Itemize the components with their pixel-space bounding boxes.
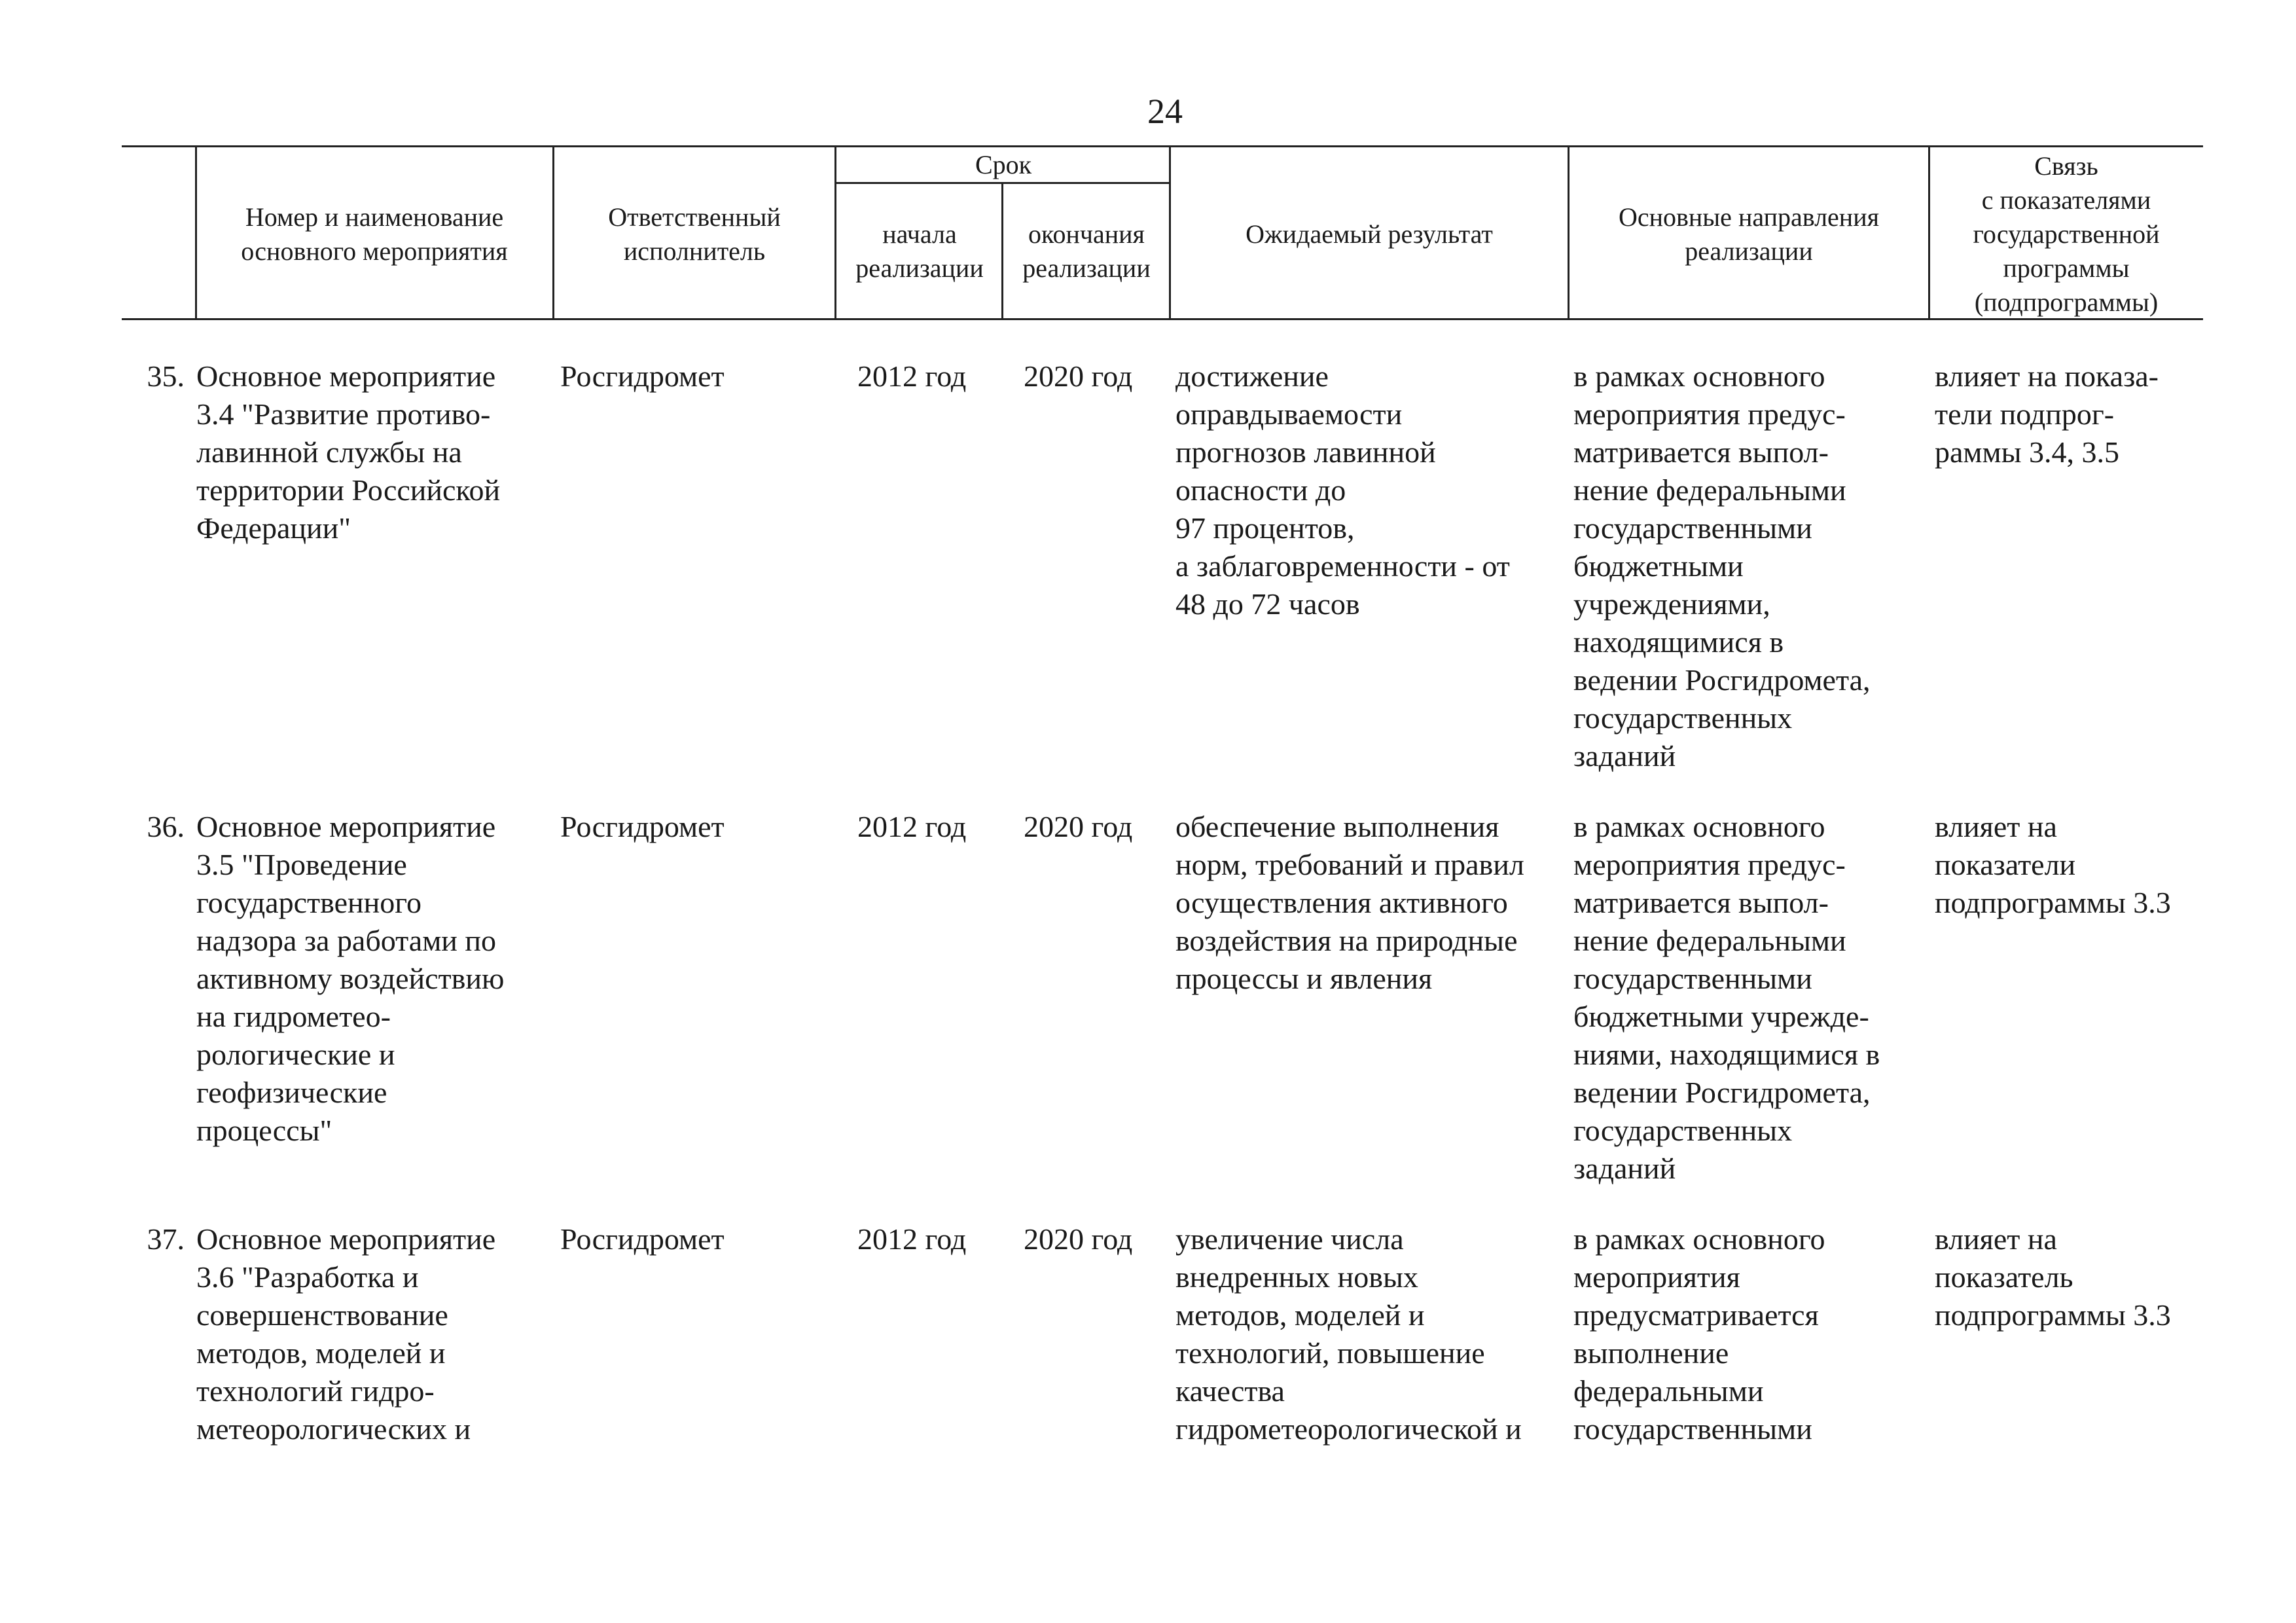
row-directions: в рамках основного мероприятия предусматривается выполнение федеральными государственными [1573, 1222, 1825, 1446]
header-divider-3 [834, 145, 836, 319]
header-start: начала реализации [855, 219, 984, 283]
row-result: обеспечение выполнения норм, требований и правил осуществления активного воздействия на природные процессы и явления [1175, 810, 1524, 995]
header-result: Ожидаемый результат [1246, 219, 1493, 249]
page-number: 24 [1147, 92, 1183, 131]
header-divider-4 [1001, 182, 1003, 319]
row-start: 2012 год [857, 810, 967, 843]
header-top-border [122, 145, 2203, 147]
row-executor: Росгидромет [560, 1222, 725, 1256]
row-end: 2020 год [1024, 810, 1133, 843]
header-executor: Ответственный исполнитель [608, 202, 781, 266]
row-executor: Росгидромет [560, 359, 725, 393]
row-number: 37. [147, 1222, 185, 1256]
header-bottom-border [122, 318, 2203, 320]
header-divider-1 [195, 145, 197, 319]
row-name: Основное мероприятие 3.4 "Развитие противо- лавинной службы на территории Российской Федерации" [196, 359, 501, 545]
header-name: Номер и наименование основного мероприятия [241, 202, 508, 266]
row-name: Основное мероприятие 3.6 "Разработка и совершенствование методов, моделей и технологий гидро- метеорологических и [196, 1222, 496, 1446]
row-executor: Росгидромет [560, 810, 725, 843]
header-link: Связь с показателями государственной программы (подпрограммы) [1973, 151, 2160, 317]
header-directions: Основные направления реализации [1618, 202, 1880, 266]
header-end: окончания реализации [1022, 219, 1151, 283]
row-result: достижение оправдываемости прогнозов лавинной опасности до 97 процентов, а заблаговременности - от 48 до 72 часов [1175, 359, 1510, 621]
row-start: 2012 год [857, 359, 967, 393]
row-link: влияет на показатель подпрограммы 3.3 [1935, 1222, 2171, 1332]
row-result: увеличение числа внедренных новых методов, моделей и технологий, повышение качества гидрометеорологической и [1175, 1222, 1522, 1446]
row-directions: в рамках основного мероприятия предус- матривается выпол- нение федеральными государственными бюджетными учреждениями, находящимися в ведении Росгидромета, государственных заданий [1573, 359, 1871, 773]
row-directions: в рамках основного мероприятия предус- матривается выпол- нение федеральными государственными бюджетными учрежде- ниями, находящимися в ведении Росгидромета, государственных заданий [1573, 810, 1880, 1185]
term-divider [836, 182, 1170, 184]
header-divider-6 [1568, 145, 1570, 319]
row-number: 36. [147, 810, 185, 843]
row-link: влияет на показатели подпрограммы 3.3 [1935, 810, 2171, 919]
row-link: влияет на показа- тели подпрог- раммы 3.4, 3.5 [1935, 359, 2159, 469]
row-end: 2020 год [1024, 1222, 1133, 1256]
row-number: 35. [147, 359, 185, 393]
header-divider-7 [1928, 145, 1930, 319]
row-name: Основное мероприятие 3.5 "Проведение государственного надзора за работами по активному воздействию на гидрометео- рологические и геофизические процессы" [196, 810, 505, 1147]
header-divider-5 [1169, 145, 1171, 319]
row-start: 2012 год [857, 1222, 967, 1256]
header-divider-2 [552, 145, 554, 319]
row-end: 2020 год [1024, 359, 1133, 393]
header-term: Срок [975, 150, 1032, 179]
